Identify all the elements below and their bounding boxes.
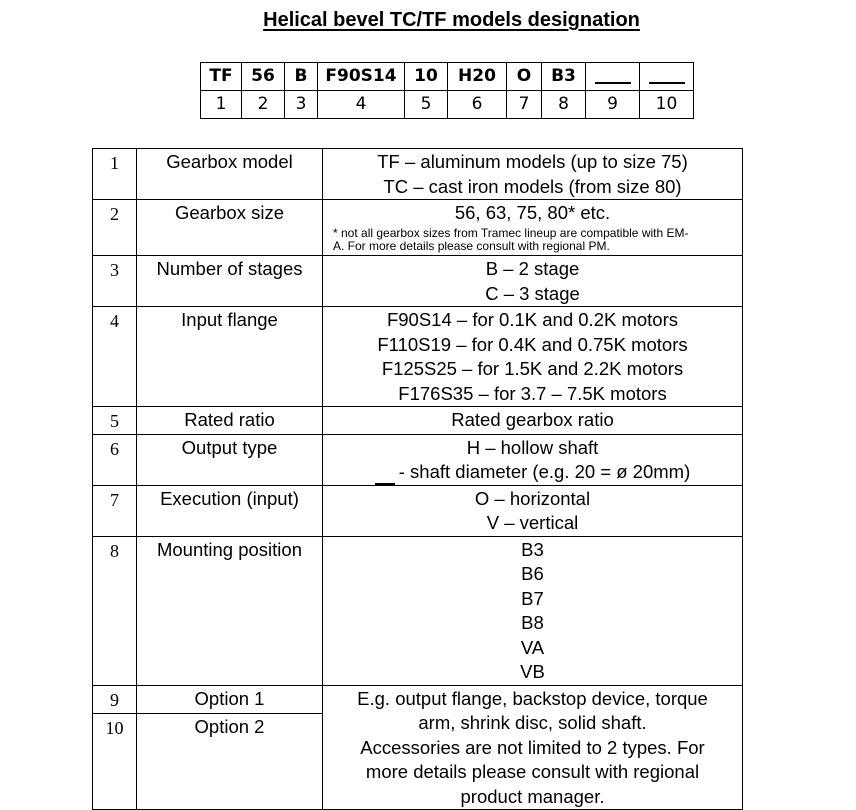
table-row [93,149,743,200]
description-line: O – horizontal [474,487,591,509]
row-label: Rated ratio [137,407,323,435]
footnote-line: * not all gearbox sizes from Tramec lineup are compatible with EM- [333,225,689,240]
blank-line [595,68,631,84]
row-label: Number of stages [137,256,323,307]
row-label: Input flange [137,307,323,407]
row-number: 1 [93,149,137,200]
description-line: B6 [521,563,544,584]
description-line: E.g. output flange, backstop device, torque [357,687,708,709]
row-number: 9 [93,685,137,714]
row-number: 7 [93,485,137,536]
footnote [323,226,742,254]
position-cell: 7 [507,91,542,119]
page-title: Helical bevel TC/TF models designation [263,9,640,31]
designation-code-table [200,62,694,119]
table-row [93,200,743,256]
shaft-diameter-text: - shaft diameter (e.g. 20 = ø 20mm) [398,461,691,482]
code-cell: H20 [448,63,507,91]
row-label: Gearbox model [137,149,323,200]
position-cell: 8 [542,91,586,119]
row-description [323,307,743,407]
position-cell: 2 [242,91,285,119]
code-row [201,63,694,91]
description-line: Rated gearbox ratio [451,409,614,430]
row-label: Mounting position [137,536,323,685]
row-label: Execution (input) [137,485,323,536]
row-label: Option 1 [137,685,323,714]
row-number: 3 [93,256,137,307]
description-line: product manager. [460,785,605,807]
description-line: more details please consult with regional [365,761,700,782]
position-cell: 4 [318,91,405,119]
description-line: TF – aluminum models (up to size 75) [377,151,688,172]
row-label: Output type [137,434,323,485]
description-line: B – 2 stage [485,258,580,279]
description-line: 56, 63, 75, 80* etc. [454,202,611,223]
row-description [323,256,743,307]
position-cell: 1 [201,91,242,119]
row-description [323,149,743,200]
description-line: VA [520,636,545,658]
options-description [323,685,743,810]
position-cell: 5 [405,91,448,119]
row-description [323,407,743,435]
description-line: VB [520,661,545,682]
row-description [323,485,743,536]
table-row [93,485,743,536]
row-description [323,434,743,485]
footnote-line: A. For more details please consult with regional PM. [333,239,610,253]
table-row [93,685,743,714]
position-cell: 6 [448,91,507,119]
designation-details-table [92,148,743,810]
row-number: 10 [93,714,137,810]
code-cell-blank [586,63,640,91]
position-cell: 10 [640,91,694,119]
row-number: 4 [93,307,137,407]
row-number: 8 [93,536,137,685]
code-cell-blank [640,63,694,91]
description-line [323,460,742,485]
row-description [323,200,743,256]
description-line: arm, shrink disc, solid shaft. [418,712,647,733]
description-line: F125S25 – for 1.5K and 2.2K motors [381,358,684,379]
code-cell: O [507,63,542,91]
description-line: V – vertical [486,512,579,533]
table-row [93,536,743,685]
description-line: F110S19 – for 0.4K and 0.75K motors [377,333,688,355]
row-description [323,536,743,685]
code-cell: F90S14 [318,63,405,91]
blank-underline [375,467,395,485]
description-line: B3 [521,538,544,560]
description-line: H – hollow shaft [466,436,599,458]
position-row [201,91,694,119]
table-row [93,407,743,435]
description-line: Accessories are not limited to 2 types. For [360,736,705,758]
table-row [93,256,743,307]
code-cell: 10 [405,63,448,91]
code-cell: 56 [242,63,285,91]
description-line: B8 [521,612,544,633]
description-line: F90S14 – for 0.1K and 0.2K motors [386,309,679,330]
description-line: F176S35 – for 3.7 – 7.5K motors [398,382,667,404]
code-cell: B [285,63,318,91]
table-row [93,307,743,407]
description-line: C – 3 stage [485,282,580,304]
row-label: Option 2 [137,714,323,810]
row-number: 2 [93,200,137,256]
row-number: 6 [93,434,137,485]
position-cell: 3 [285,91,318,119]
table-row [93,434,743,485]
description-line: TC – cast iron models (from size 80) [383,175,682,197]
blank-line [649,68,685,84]
row-number: 5 [93,407,137,435]
position-cell: 9 [586,91,640,119]
code-cell: B3 [542,63,586,91]
description-line: B7 [521,587,544,609]
code-cell: TF [201,63,242,91]
row-label: Gearbox size [137,200,323,256]
